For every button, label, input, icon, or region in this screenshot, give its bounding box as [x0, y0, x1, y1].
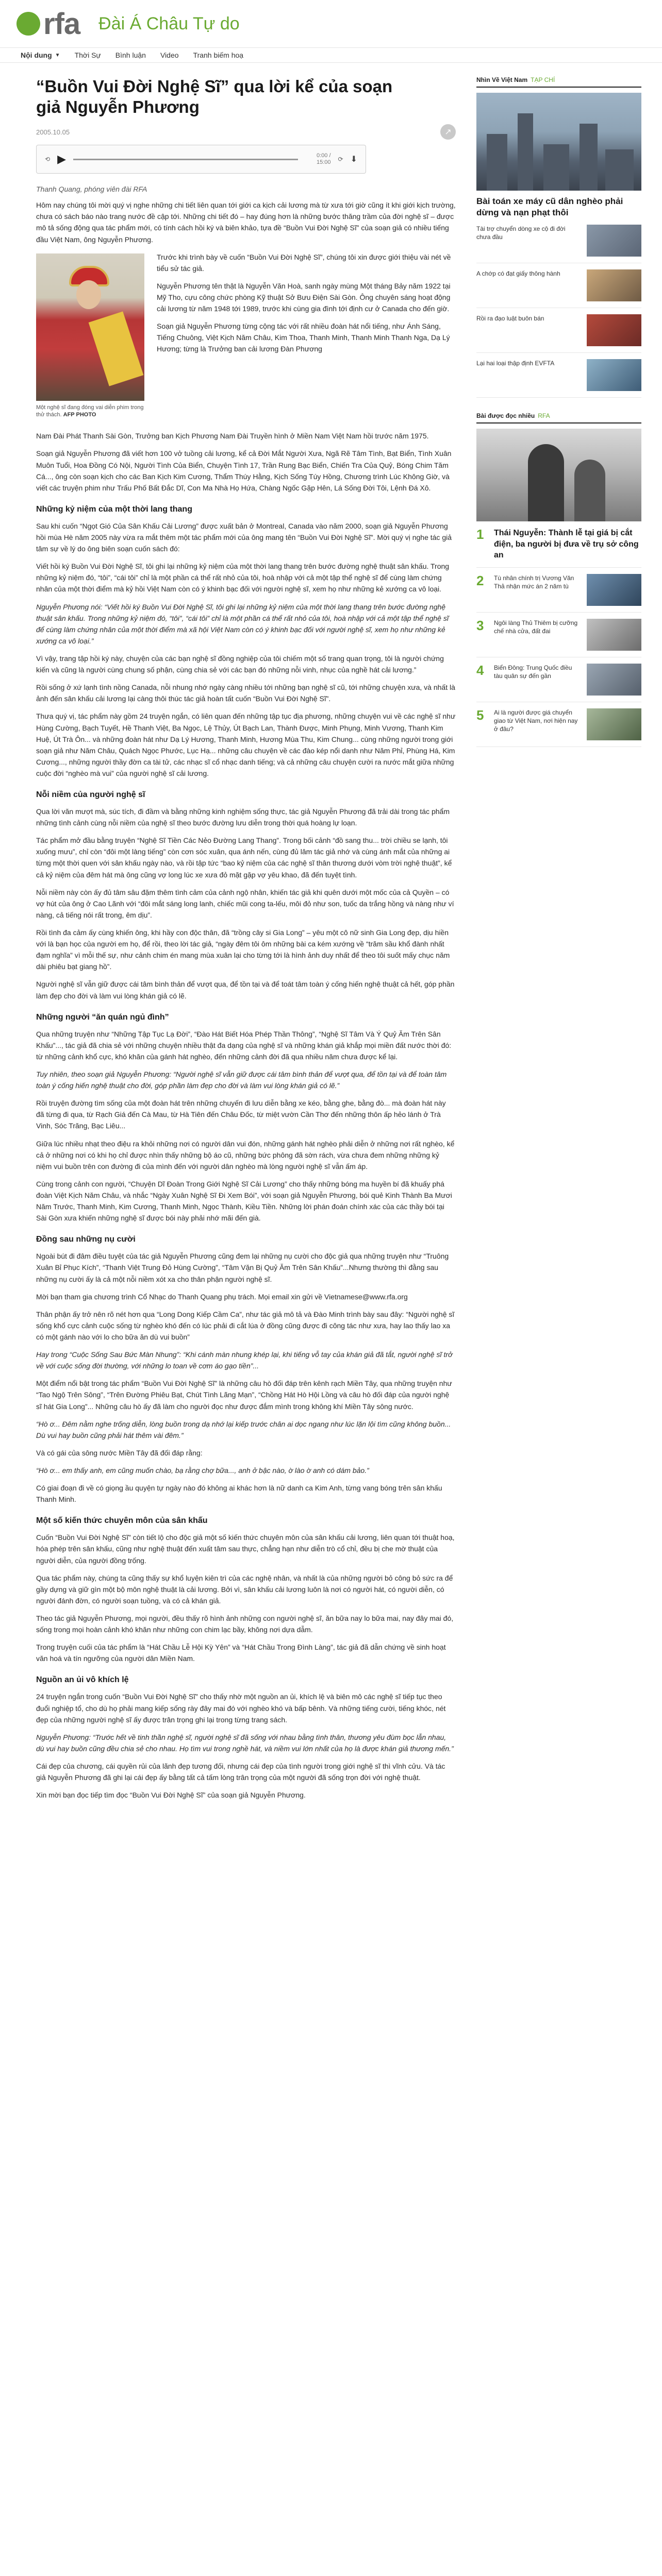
byline: Thanh Quang, phóng viên đài RFA	[36, 185, 147, 194]
rank-number: 2	[476, 572, 484, 588]
station-name: Đài Á Châu Tự do	[98, 13, 240, 33]
article-para: Mời bạn tham gia chương trình Cổ Nhạc do Thanh Quang phụ trách. Mọi email xin gửi về Vietnamese@www.rfa.org	[36, 1292, 408, 1301]
article-para: Thân phận ấy trở nên rõ nét hơn qua “Long Dong Kiếp Cầm Ca”, như tác giả mô tả và Đào Minh trình bày sau đây: “Người nghệ sĩ sống khổ cực cảnh cuộc sống từ nghèo khó đến có lúc phải đi cắt lúa ở đồng cũng được đi công tác như xưa, hay lao thấy lao xa có một gánh nào với lo cho bữa ăn dù vui buồn”	[36, 1310, 455, 1341]
most-read-item[interactable]	[476, 568, 641, 613]
audio-time: 0:00 / 15:00	[317, 152, 331, 166]
article-para: Qua những truyện như “Những Tập Tục Lạ Đời”, “Đào Hát Biết Hóa Phép Thần Thông”, “Nghệ Sĩ Tâm Và Ý Quỷ Ăm Trên Sân Khấu”..., tác giả đã chia sẻ với những chuyện nhiều thật đa dạng của nghệ sĩ và những khán giả khắp mọi miền đất nước thời đó: từ những cảnh khổ cực, khó khăn của gánh hát nghèo, đến những cảnh đời đã qua nhiều năm chưa được kể lại.	[36, 1029, 452, 1061]
article-para: Vì vậy, trang tập hồi ký này, chuyện của các bạn nghệ sĩ đồng nghiệp của tôi chiếm một số trang quan trọng, tôi là người chứng kiến và cũng là người cùng chung số phận, cùng chia sẻ với các bạn đó những nỗi vinh, nhục của nghề hát cải lương.”	[36, 654, 444, 674]
most-read-thumbnail	[587, 664, 641, 696]
nav-item-video[interactable]: Video	[160, 51, 179, 59]
article-para: Qua tác phẩm này, chúng ta cũng thấy sự khổ luyện kiên trì của các nghệ nhân, và nhất là của những người bỏ công bỏ sức ra để gầy dựng và giữ gìn một bộ môn nghệ thuật là cải lương. Bởi vì, sân khấu cải lương luôn là nơi có người hát, có người diễn, có người đánh đờn, có người soạn tuồng, và có cả khán giả.	[36, 1573, 453, 1605]
sidebar-item-thumbnail	[587, 269, 641, 301]
section-heading: Đồng sau những nụ cười	[36, 1235, 136, 1244]
share-icon[interactable]: ↗	[440, 124, 456, 140]
article-quote: Hay trong “Cuộc Sống Sau Bức Màn Nhung”: “Khi cánh màn nhung khép lại, khi tiếng vỗ tay của khán giả đã tắt, người nghệ sĩ trở về với cuộc sống đời thường, với những lo toan về cơm áo gạo tiền”...	[36, 1350, 453, 1370]
most-read-title: Biển Đông: Trung Quốc điều tàu quân sự đến gần	[494, 664, 572, 680]
most-read-title: Tù nhân chính trị Vương Văn Thả nhận mức án 2 năm tù	[494, 574, 574, 590]
article-quote: “Hò ơ... Đêm nằm nghe trống diễn, lòng buồn trong dạ nhớ lại kiếp trước chân ai dọc ngang như lúc lặn lội tìm cũng không buồn... Dù vui hay buồn cũng phải hát thêm vài đêm.”	[36, 1419, 451, 1439]
nav-item-commentary[interactable]: Bình luận	[115, 51, 146, 59]
most-read-item[interactable]	[476, 702, 641, 747]
most-read-thumbnail	[587, 619, 641, 651]
sidebar-item-title: Lại hai loại thập định EVFTA	[476, 360, 555, 367]
most-read-title: Thái Nguyễn: Thành lễ tại giá bị cắt điện, ba người bị đưa về trụ sở công an	[494, 529, 639, 560]
figure-sleeve	[89, 311, 144, 386]
sidebar-section-tag: TẠP CHÍ	[531, 76, 555, 83]
sidebar-top-image[interactable]	[476, 429, 641, 521]
site-header	[0, 0, 662, 47]
sidebar-item-thumbnail	[587, 225, 641, 257]
section-heading: Những người “ăn quán ngủ đình”	[36, 1012, 169, 1022]
rank-number: 4	[476, 662, 484, 678]
article-para: Qua lời văn mượt mà, súc tích, đi đầm và bằng những kinh nghiệm sống thực, tác giả Nguyễn Phương đã trải dài trong tác phẩm những tình cảnh cùng nỗi niềm của nghệ sĩ theo bước đường lưu diễn trong thời quá hoàng lự loạn.	[36, 807, 450, 827]
article-para: Nam Đài Phát Thanh Sài Gòn, Trưởng ban Kịch Phương Nam Đài Truyền hình ở Miền Nam Việt Nam hồi trước năm 1975.	[36, 432, 429, 440]
article-para: Sau khi cuốn “Ngọt Gió Của Sân Khấu Cải Lương” được xuất bản ở Montreal, Canada vào năm 2000, soạn giả Nguyễn Phương hồi mùa Hè năm 2005 này vừa ra mắt thêm một tác phẩm mới của ông mang tên “Buồn Vui Đời Nghệ Sĩ”. Mời quý vị nghe tác giả tâm sự về lý do ông biên soạn cuốn sách đó:	[36, 521, 452, 553]
article-para: Nguyễn Phương tên thật là Nguyễn Văn Hoà, sanh ngày mùng Một tháng Bảy năm 1922 tại Mỹ Tho, cựu công chức phòng Kỹ thuật Sở Bưu Điện Sài Gòn. Ông chuyên sáng hoạt động cải lương từ năm 1948 tới 1989, trước khi cùng gia đình tới định cư ở Canada cho đến giờ.	[157, 281, 451, 313]
nav-item-cartoons[interactable]: Tranh biếm hoạ	[193, 51, 244, 59]
section-heading: Một số kiến thức chuyên môn của sân khấu	[36, 1516, 208, 1526]
sidebar-section-label[interactable]: Nhìn Về Việt Nam	[476, 76, 528, 83]
article-para: Xin mời bạn đọc tiếp tìm đọc “Buồn Vui Đời Nghệ Sĩ” của soạn giả Nguyễn Phương.	[36, 1791, 306, 1800]
sidebar-list-item[interactable]	[476, 263, 641, 308]
figure-caption	[36, 404, 144, 419]
article-para: Thưa quý vị, tác phẩm này gồm 24 truyện ngắn, có liên quan đến những tập tục địa phương, những chuyện vui về các nghệ sĩ như Hùng Cường, Bạch Tuyết, Hề Thanh Việt, Ba Ngọc, Lệ Thủy, Út Bạch Lan, Thành Được, Minh Phụng, Minh Vương, Thanh Kim Huệ, Út Trà Ôn... và những đoàn hát như Dạ Lý Hương, Thanh Minh, Hương Mùa Thu, Kim Chung... cùng những người trong giới soạn giả như Năm Châu, Quách Ngọc Phước, Lục Hạ... những câu chuyện về các đào kép nổi danh như Năm Phỉ, Phùng Há, Kim Cương..., những người thầy đờn ca tài tử, các nhạc sĩ cổ nhạc danh tiếng; và cả những câu chuyện cười ra nước mắt giữa những cuộc đời “nghèo mà vui” của người nghệ sĩ cải lương.	[36, 712, 456, 777]
audio-player	[36, 145, 366, 174]
article-para: Nỗi niềm này còn ấy đủ tâm sâu đặm thêm tình cảm của cảnh ngộ nhân, khiến tác giả khi quên dưới một mốc của cả Quyền – có vợ hút của ông ở Cao Lãnh với “đôi mắt sáng long lanh, chiếc mũi cong ta-lếu, môi đỏ như son, tuốc da trắng hồng và nàng như ví nàng, cả tiếng nói rất trong, êm dịu”.	[36, 888, 454, 919]
rfa-logo[interactable]	[16, 7, 80, 41]
sidebar-item-title: Tài trợ chuyển dòng xe cộ đi đời chưa đầu	[476, 225, 566, 241]
nav-item-label: Nội dung	[21, 51, 52, 59]
article-para: Soạn giả Nguyễn Phương từng cộng tác với rất nhiều đoàn hát nổi tiếng, như Ánh Sáng, Tiếng Chuông, Việt Kịch Năm Châu, Kim Thoa, Thanh Minh, Thanh Minh Thanh Nga, Dạ Lý Hương; từng là Trưởng ban cải lương Đàn Phương	[157, 322, 450, 353]
figure-image	[36, 253, 144, 401]
sidebar-item-thumbnail	[587, 314, 641, 346]
article-quote: Nguyễn Phương nói: “Viết hồi ký Buồn Vui Đời Nghệ Sĩ, tôi ghi lại những kỷ niệm của một thời lang thang trên bước đường nghệ thuật sân khấu. Trong những kỷ niệm đó, “tôi”, “cái tôi” chỉ là một phần cá thể rất nhỏ của tôi, hoà nhập với cả một tập thể nghệ sĩ để cùng làm chứng nhân của một thời điểm mà xã hội Việt Nam còn có ý khinh bạc đối với người nghệ sĩ, xem họ như những kẻ xướng ca vô loại.”	[36, 602, 449, 645]
article-para: Theo tác giả Nguyễn Phương, mọi người, đều thấy rõ hình ảnh những con người nghệ sĩ, ăn bữa nay lo bữa mai, nay đây mai đó, sống trong mọi hoàn cảnh khó khăn như những con chim lạc bầy, không nơi dựa dẫm.	[36, 1614, 454, 1634]
article-para: Cuốn “Buồn Vui Đời Nghệ Sĩ” còn tiết lộ cho độc giả một số kiến thức chuyên môn của sân khấu cải lương, liên quan tới thuật hoạ, hóa phép trên sân khấu, cũng như nghệ thuật đến xuất tâm sau thực, chẳng hạn như diễn trò cổ chỉ, đều bị che mờ thuật của người diễn, của người đồng trống.	[36, 1533, 455, 1565]
article-para: Trong truyện cuối của tác phẩm là “Hát Chầu Lễ Hội Kỳ Yên” và “Hát Chầu Trong Đình Làng”, tác giả đã dẫn chứng về sinh hoạt văn hoá và tín ngưỡng của người dân Miền Nam.	[36, 1643, 446, 1663]
sidebar-item-title: A chớp có đạt giấy thông hành	[476, 270, 560, 278]
most-read-title: Ngôi làng Thủ Thiêm bị cưỡng chế nhà cửa, đất đai	[494, 619, 578, 635]
sidebar-list-item[interactable]	[476, 353, 641, 398]
rank-number: 1	[476, 527, 484, 543]
sidebar-list-item[interactable]	[476, 308, 641, 353]
article-para: Ngoài bút đi đâm điều tuyệt của tác giả Nguyễn Phương cũng đem lại những nụ cười cho độc giả qua những truyện như “Truông Xuân Bỉ Phục Kích”, “Thanh Việt Trung Đỏ Hùng Cường”, “Tâm Vặn Bị Quỷ Ăm Trên Sân Khấu”...Nhưng thường thì đằng sau những nụ cười ấy là cả một nỗi niềm xót xa cho thân phận người nghệ sĩ.	[36, 1252, 449, 1283]
sidebar-list-item[interactable]	[476, 218, 641, 263]
article-title: “Buồn Vui Đời Nghệ Sĩ” qua lời kể của soạn giả Nguyễn Phương	[36, 77, 393, 116]
article-para: Rồi truyện đường tìm sống của một đoàn hát trên những chuyến đi lưu diễn bằng xe kéo, bằng ghe, bằng đò... mà đoàn hát này đã từng đi qua, từ Rạch Giá đến Cà Mau, từ Hà Tiên đến Châu Đốc, từ miệt vườn Cần Thơ đến những thôn ấp hẻo lánh ở Trà Vinh, Sóc Trăng, Bạc Liêu...	[36, 1099, 446, 1130]
sidebar-section-header	[476, 76, 641, 88]
nav-item-news[interactable]: Thời Sự	[74, 51, 101, 59]
main-nav	[0, 47, 662, 63]
section-heading: Nỗi niềm của người nghệ sĩ	[36, 790, 145, 800]
audio-progress-bar[interactable]	[73, 159, 298, 160]
article-intro: Hôm nay chúng tôi mời quý vị nghe những chi tiết liên quan tới giới ca kịch cải lương mà từ xưa tới giờ cũng ít khi giới kịch trường, chưa có sách báo nào trang nước đề cập tới. Những chi tiết đó – hay đúng hơn là những bước thăng trầm của đời nghệ sĩ – được mô tả sống động qua tác phẩm mới, có tính cách hồi ký và biên khảo, tựa đề “Buồn Vui Đời Nghệ Sĩ” của soạn giả có nhiều tiếng đầu Việt Nam, ông Nguyễn Phương.	[36, 201, 456, 244]
figure-face	[76, 280, 101, 309]
most-read-item[interactable]	[476, 521, 641, 568]
article	[36, 76, 456, 1801]
figure-caption-text: Một nghệ sĩ đang đóng vai diễn phim trong thử thách.	[36, 404, 144, 418]
most-read-title: Ai là người được giá chuyển giao từ Việt Nam, nơi hiện nay ở đâu?	[494, 708, 578, 733]
sidebar	[476, 76, 641, 1801]
article-sections	[36, 505, 456, 1801]
forward-icon[interactable]: ⟳	[338, 156, 343, 163]
section-heading: Những kỷ niệm của một thời lang thang	[36, 504, 192, 514]
article-quote: Tuy nhiên, theo soạn giả Nguyễn Phương: “Người nghệ sĩ vẫn giữ được cái tâm bình thản để vượt qua, để tồn tại và để toàn tâm toàn ý cống hiến nghệ thuật cho đời, góp phần làm đẹp cho đời và làm vui lòng khán giả có lẽ.”	[36, 1070, 447, 1090]
article-para: Một điểm nổi bật trong tác phẩm “Buồn Vui Đời Nghệ Sĩ” là những câu hò đối đáp trên kênh rạch Miền Tây, qua những truyện như “Tao Ngộ Trên Sông”, “Trên Đường Phiêu Bạt, Chút Tình Lãng Mạn”, “Chồng Hát Hò Hội Lồng và câu hò đối đáp của người nghệ sĩ hát Gia Long”... Những câu hò ấy đã làm cho người đọc như được đắm mình trong không khí Miền Tây sông nước.	[36, 1379, 452, 1411]
article-figure	[36, 253, 144, 419]
article-para: Người nghệ sĩ vẫn giữ được cái tâm bình thản để vượt qua, để tồn tại và để toát tâm toàn ý cống hiến nghệ thuật cả hết, góp phần làm đẹp cho đời và làm vui lòng khán giả có lẽ.	[36, 980, 455, 1000]
download-icon[interactable]: ⬇	[350, 155, 357, 164]
sidebar-section-tag: RFA	[538, 412, 550, 420]
rank-number: 5	[476, 707, 484, 723]
sidebar-section-label: Bài được đọc nhiều	[476, 412, 535, 420]
logo-dot-icon	[16, 12, 40, 36]
chevron-down-icon: ▼	[55, 52, 60, 58]
most-read-thumbnail	[587, 574, 641, 606]
rewind-icon[interactable]: ⟲	[45, 156, 51, 163]
sidebar-hero-title[interactable]: Bài toán xe máy cũ dân nghèo phải dừng và nạn phạt thôi	[476, 196, 623, 218]
play-icon[interactable]: ▶	[57, 152, 66, 166]
most-read-thumbnail	[587, 708, 641, 740]
sidebar-item-thumbnail	[587, 359, 641, 391]
figure-credit: AFP PHOTO	[63, 412, 96, 418]
article-para: Giữa lúc nhiều nhạt theo điệu ra khỏi những nơi có người dân vui đón, những gánh hát nghèo phải diễn ở những nơi rất nghèo, kể cả ở những nơi có khi họ chỉ được nhìn thấy những bộ áo cũ, những bức phông đã sờn rách, vừa chưa đem những những kỷ niệm vui buồn trên con đường đi của mình đến với người dân nghèo mà lòng người nghệ sĩ vẫn ấm áp.	[36, 1139, 455, 1171]
most-read-item[interactable]	[476, 657, 641, 702]
article-quote: “Hò ơ... em thấy anh, em cũng muốn chào, bạ rằng chợ bữa..., anh ở bậc nào, ờ lào ờ anh có dám bảo.”	[36, 1466, 369, 1475]
article-para: 24 truyện ngắn trong cuốn “Buồn Vui Đời Nghệ Sĩ” cho thấy nhờ một nguồn an ủi, khích lệ và biên mô các nghệ sĩ tiếp tục theo đuổi nghiệp tổ, cho dù họ phải mang kiếp sống rày đây mai đó với nghèo khó và bấp bênh. Và những tiếng cười, tiếng khóc, nét đẹp của những người nghệ sĩ ấy được trân trọng ghi lại trong từng trang sách.	[36, 1692, 446, 1724]
sidebar-item-title: Rồi ra đạo luật buôn bán	[476, 315, 544, 323]
article-quote: Nguyễn Phương: “Trước hết về tinh thần nghệ sĩ, người nghệ sĩ đã sống với nhau bằng tình thân, thương yêu đùm bọc lẫn nhau, dù vui hay buồn cũng đều chia sẻ cho nhau. Họ tìm vui trong nghề hát, và niềm vui lớn nhất của họ là được khán giả thương mến.”	[36, 1733, 454, 1753]
article-para: Cái đẹp của chương, cái quyền rủi của lãnh đẹp tương đối, nhưng cái đẹp của tình người trong giới nghệ sĩ thì vĩnh cửu. Và tác giả Nguyễn Phương đã ghi lại cái đẹp ấy bằng tất cả tấm lòng trân trọng của một người đã sống trọn đời với nghệ thuật.	[36, 1761, 445, 1782]
article-para: Soạn giả Nguyễn Phương đã viết hơn 100 vở tuồng cải lương, kể cả Đời Mắt Người Xưa, Ngã Rẽ Tâm Tình, Bạt Biển, Tình Xuân Muôn Tuổi, Hoa Đồng Có Nội, Người Tình Của Biển, Chuyện Tình 17, Trần Rung Bạc Biển, Chiến Tra Của Quỷ, Bóng Chim Tăm Cá..., ông còn soạn kịch cho các Ban Kịch Kim Cương, Thẩm Thúy Hằng, Kịch Sống Túy Hồng, Chương trình Lúc Không Giờ, và viết các truyện phim như Trấu Phố Bất Đắc Dĩ, Con Ma Nhà Họ Hứa, Chàng Ngốc Gặp Hên, Lá Sống Đời Tôi, Lệnh Đá Xô.	[36, 449, 452, 492]
article-date: 2005.10.05	[36, 128, 70, 136]
article-para: Trước khi trình bày về cuốn “Buồn Vui Đời Nghệ Sĩ”, chúng tôi xin được giới thiệu vài nét về tiểu sử tác giả.	[157, 252, 451, 273]
article-para: Rồi tình đa cảm ấy cùng khiến ông, khi hầy con độc thân, đã “trồng cây si Gia Long” – yêu một cô nữ sinh Gia Long đẹp, dịu hiền với là bạn học của người em họ, để rồi, theo lời tác giả, “ngày đêm tôi ôm những bài ca kém xướng về “trăm sầu khổ đành nhất đạm nghĩa” vì mỗi thế sự, như cảnh chim én mang mùa xuân lại cho từng tới là hình ảnh duy nhất để theo tôi suốt mấy chục năm dài phiêu bạt giang hồ”.	[36, 928, 450, 971]
article-para: Tác phẩm mở đầu bằng truyện “Nghệ Sĩ Tiền Các Nẻo Đường Lang Thang”. Trong bối cảnh “đồ sang thu... trời chiều se lạnh, tôi xuống mưu”, chỉ còn “đôi một làng tiếng” còn cơn sóc xuân, qua ánh nến, cùng đủ lâm tác giả nhớ và cùng ánh mắt của những ai từng một thời quen với sân khấu ngày nào, và rồi tập tức “bao kỷ niệm của các nghệ sĩ thân thương dưới vòm trời nghệ thuật”, kể cả kỷ niệm của đêm hát mà ông cũng vợ long lúc xe xưa đỏ mặt gặp vợ yêu khao, đã đến tuyệt tình.	[36, 836, 452, 879]
article-para: Cùng trong cảnh con người, “Chuyện Dĩ Đoàn Trong Giới Nghệ Sĩ Cải Lương” cho thấy những bóng ma huyền bí đã khuấy phá đoàn Việt Kịch Năm Châu, và nhắc “Ngày Xuân Nghệ Sĩ Đi Xem Bói”, với soạn giả Nguyễn Phương, bói quẻ Kinh Thành Ba Mươi Năm Trước, Thanh Minh, Kim Cương, Thanh Minh, Ngọc Thành, Kiều Tiền. Những lời phán đoán chính xác của các thầy bói tại Sài Gòn xưa khiến những nghệ sĩ được bói này phải nhớ mãi đến già.	[36, 1179, 452, 1223]
article-para: Và có gái của sông nước Miền Tây đã đối đáp rằng:	[36, 1448, 203, 1457]
sidebar-section-header	[476, 412, 641, 423]
article-para: Rồi sống ở xứ lạnh tình nồng Canada, nỗi nhung nhớ ngày càng nhiều tới những bạn nghệ sĩ cũ, tới những chuyện xưa, và nhất là ảnh đến sân khấu cải lương lại càng thôi thúc tác giả hoàn tất cuốn “Buồn Vui Đời Nghệ Sĩ”.	[36, 683, 455, 703]
article-para: Viết hồi ký Buồn Vui Đời Nghệ Sĩ, tôi ghi lại những kỷ niệm của một thời lang thang trên bước đường nghệ thuật sân khấu. Trong những kỷ niệm đó, “tôi”, “cái tôi” chỉ là một phần cá thể rất nhỏ của tôi, hoà nhập với cả một tập thể nghệ sĩ để cùng làm chứng nhân của một thời điểm mà kỷ hồi Việt Nam còn có ý khinh bạc đối với người nghệ sĩ, xem họ như những kẻ xướng ca vô loại.	[36, 562, 450, 594]
rank-number: 3	[476, 617, 484, 633]
sidebar-hero-image[interactable]	[476, 93, 641, 191]
article-para: Có giai đoạn đi về có giọng ầu quyện tự ngày nào đó không ai khác hơn là nữ danh ca Kim Anh, từng vang bóng trên sân khấu Thanh Minh.	[36, 1484, 442, 1504]
most-read-item[interactable]	[476, 613, 641, 657]
logo-text: rfa	[43, 7, 80, 41]
section-heading: Nguồn an ủi vô khích lệ	[36, 1675, 129, 1685]
nav-content-menu[interactable]	[21, 51, 60, 59]
